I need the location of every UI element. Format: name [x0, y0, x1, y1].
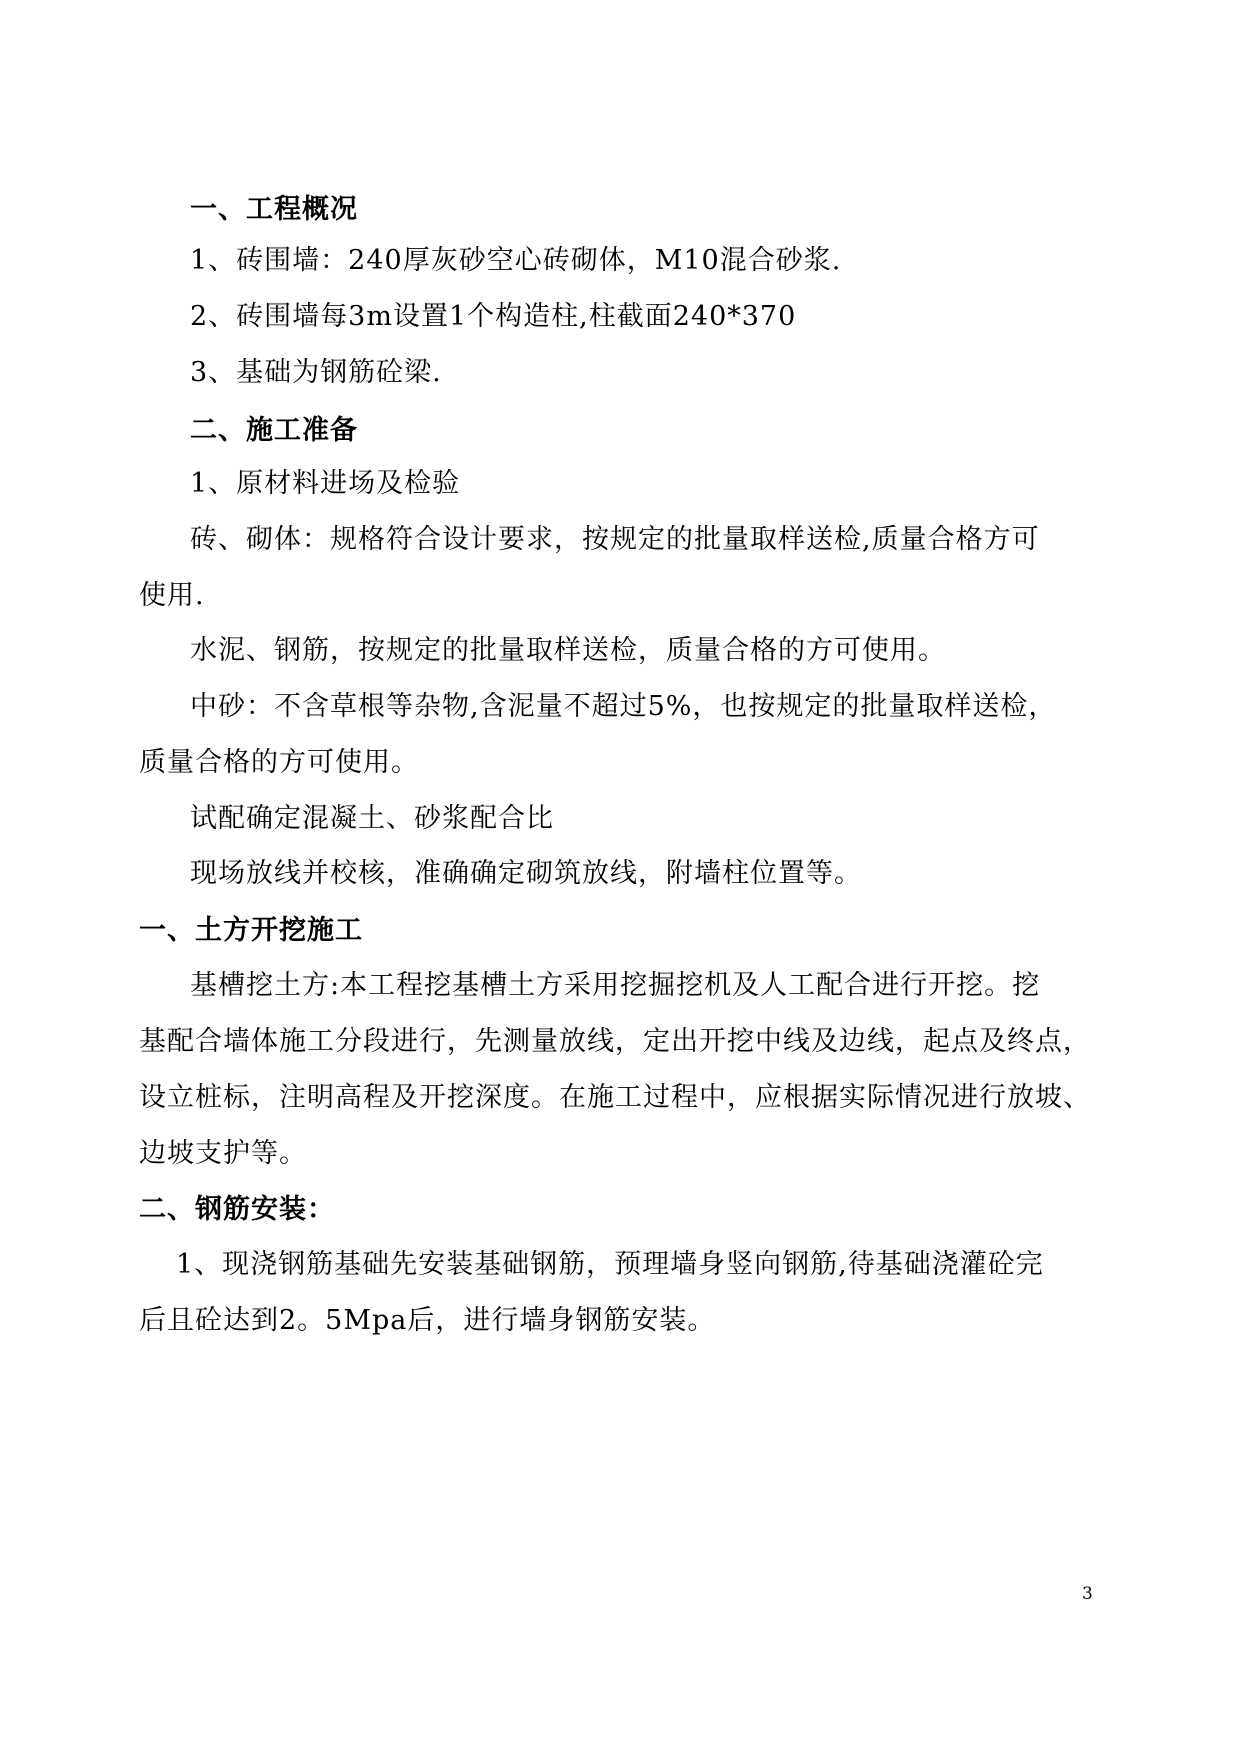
- paragraph-foundation: 3、基础为钢筋砼梁.: [190, 357, 442, 388]
- paragraph-sand-line2: 质量合格的方可使用。: [139, 747, 419, 778]
- paragraph-materials: 1、原材料进场及检验: [190, 468, 461, 499]
- paragraph-brick-inspection-line2: 使用.: [139, 580, 205, 611]
- paragraph-excavation-line4: 边坡支护等。: [139, 1138, 307, 1169]
- paragraph-brick-inspection-line1: 砖、砌体：规格符合设计要求，按规定的批量取样送检,质量合格方可: [190, 524, 1040, 555]
- paragraph-brick-wall: 1、砖围墙：240厚灰砂空心砖砌体，M10混合砂浆.: [190, 245, 842, 276]
- paragraph-excavation-line1: 基槽挖土方:本工程挖基槽土方采用挖掘挖机及人工配合进行开挖。挖: [190, 970, 1041, 1001]
- section-heading-overview: 一、工程概况: [190, 194, 358, 225]
- section-heading-rebar: 二、钢筋安装：: [139, 1194, 335, 1225]
- section-heading-excavation: 一、土方开挖施工: [139, 915, 363, 946]
- paragraph-excavation-line3: 设立桩标，注明高程及开挖深度。在施工过程中，应根据实际情况进行放坡、: [139, 1082, 1091, 1113]
- paragraph-cement-steel: 水泥、钢筋，按规定的批量取样送检，质量合格的方可使用。: [190, 635, 946, 666]
- page-number: 3: [1082, 1584, 1093, 1604]
- paragraph-rebar-line1: 1、现浇钢筋基础先安装基础钢筋，预理墙身竖向钢筋,待基础浇灌砼完: [176, 1249, 1044, 1280]
- paragraph-mix-ratio: 试配确定混凝土、砂浆配合比: [190, 803, 554, 834]
- paragraph-layout: 现场放线并校核，准确确定砌筑放线，附墙柱位置等。: [190, 858, 862, 889]
- paragraph-excavation-line2: 基配合墙体施工分段进行，先测量放线，定出开挖中线及边线，起点及终点，: [139, 1026, 1091, 1057]
- section-heading-preparation: 二、施工准备: [190, 415, 358, 446]
- paragraph-sand-line1: 中砂：不含草根等杂物,含泥量不超过5%，也按规定的批量取样送检，: [190, 691, 1057, 722]
- paragraph-rebar-line2: 后且砼达到2。5Mpa后，进行墙身钢筋安装。: [139, 1305, 716, 1336]
- paragraph-column-spacing: 2、砖围墙每3m设置1个构造柱,柱截面240*370: [190, 301, 797, 332]
